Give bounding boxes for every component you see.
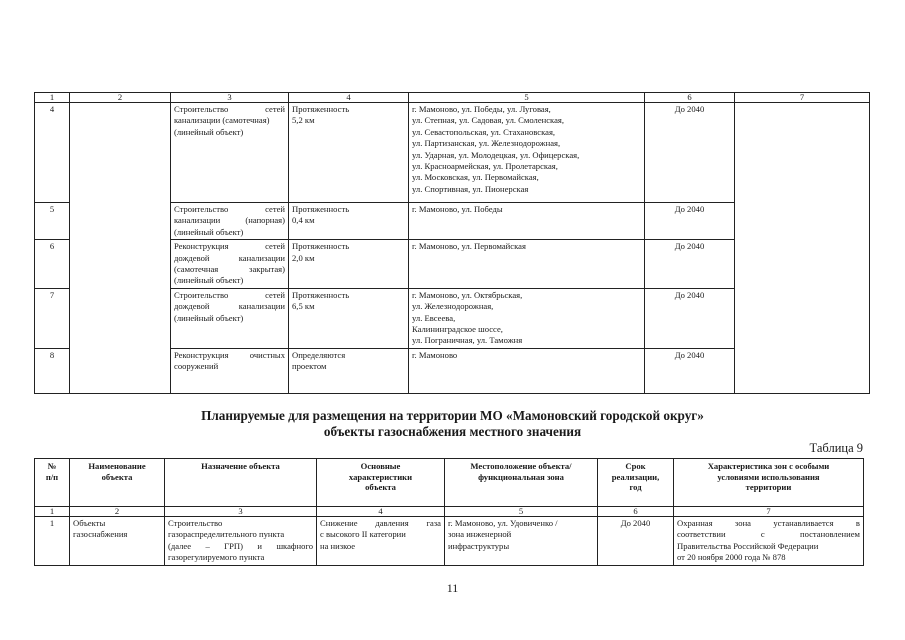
- realization-term: До 2040: [598, 517, 674, 566]
- object-location: г. Мамоново, ул. Октябрьская, ул. Железнодорожная, ул. Евсеева, Калининградское шоссе, ул. Пограничная, ул. Таможня: [409, 288, 645, 348]
- row-number: 8: [35, 348, 70, 393]
- col-number: 4: [289, 93, 409, 103]
- object-location: г. Мамоново: [409, 348, 645, 393]
- row-number: 1: [35, 517, 70, 566]
- zones-characteristics: Охранная зона устанавливается в соответствии с постановлением Правительства Российской Федерации от 20 ноября 2000 года № 878: [674, 517, 864, 566]
- table-label: Таблица 9: [809, 441, 863, 455]
- header-row: [35, 459, 864, 507]
- col-number: 1: [35, 507, 70, 517]
- table-row: [35, 517, 864, 566]
- header-characteristics: Основные характеристики объекта: [317, 459, 445, 507]
- object-name: Реконструкция очистных сооружений: [171, 348, 289, 393]
- col-number: 4: [317, 507, 445, 517]
- col-number: 6: [645, 93, 735, 103]
- header-zones: Характеристика зон с особыми условиями использования территории: [674, 459, 864, 507]
- column-number-row: [35, 93, 870, 103]
- section-title-line-2: объекты газоснабжения местного значения: [323, 424, 582, 439]
- row-number: 4: [35, 103, 70, 203]
- object-characteristics: Протяженность 6,5 км: [289, 288, 409, 348]
- object-location: г. Мамоново, ул. Победы, ул. Луговая, ул. Степная, ул. Садовая, ул. Смоленская, ул. Севастопольская, ул. Стахановская, ул. Партизанская, ул. Железнодорожная, ул. Ударная, ул. Молодецкая, ул. Офицерская, ул. Красноармейская, ул. Пролетарская, ул. Московская, ул. Первомайская, ул. Спортивная, ул. Пионерская: [409, 103, 645, 203]
- realization-term: До 2040: [645, 348, 735, 393]
- header-name: Наименование объекта: [70, 459, 165, 507]
- header-purpose: Назначение объекта: [165, 459, 317, 507]
- object-name: Строительство сетей канализации (самотечная) (линейный объект): [171, 103, 289, 203]
- object-location: г. Мамоново, ул. Первомайская: [409, 240, 645, 289]
- col-number: 1: [35, 93, 70, 103]
- col-number: 3: [171, 93, 289, 103]
- col-number: 7: [674, 507, 864, 517]
- section-title-line-1: Планируемые для размещения на территории МО «Мамоновский городской округ»: [201, 408, 704, 423]
- row-number: 6: [35, 240, 70, 289]
- object-location: г. Мамоново, ул. Удовиченко / зона инженерной инфраструктуры: [445, 517, 598, 566]
- gas-supply-table: [34, 458, 864, 566]
- page-number: 11: [446, 581, 459, 595]
- merged-zones-cell: [735, 103, 870, 394]
- col-number: 5: [445, 507, 598, 517]
- sewerage-table: [34, 92, 870, 394]
- header-num: № п/п: [35, 459, 70, 507]
- object-purpose: Строительство газораспределительного пункта (далее – ГРП) и шкафного газорегулируемого пункта: [165, 517, 317, 566]
- object-name: Строительство сетей дождевой канализации (линейный объект): [171, 288, 289, 348]
- object-location: г. Мамоново, ул. Победы: [409, 203, 645, 240]
- realization-term: До 2040: [645, 103, 735, 203]
- table-row: [35, 103, 870, 203]
- object-characteristics: Протяженность 0,4 км: [289, 203, 409, 240]
- row-number: 5: [35, 203, 70, 240]
- object-name: Реконструкция сетей дождевой канализации (самотечная закрытая) (линейный объект): [171, 240, 289, 289]
- header-term: Срок реализации, год: [598, 459, 674, 507]
- header-location: Местоположение объекта/ функциональная зона: [445, 459, 598, 507]
- realization-term: До 2040: [645, 203, 735, 240]
- object-characteristics: Протяженность 5,2 км: [289, 103, 409, 203]
- merged-name-cell: [70, 103, 171, 394]
- object-name: Объекты газоснабжения: [70, 517, 165, 566]
- col-number: 2: [70, 93, 171, 103]
- row-number: 7: [35, 288, 70, 348]
- object-characteristics: Снижение давления газа с высокого II категории на низкое: [317, 517, 445, 566]
- column-number-row: [35, 507, 864, 517]
- object-characteristics: Определяются проектом: [289, 348, 409, 393]
- object-name: Строительство сетей канализации (напорная) (линейный объект): [171, 203, 289, 240]
- realization-term: До 2040: [645, 240, 735, 289]
- col-number: 3: [165, 507, 317, 517]
- col-number: 2: [70, 507, 165, 517]
- col-number: 6: [598, 507, 674, 517]
- col-number: 7: [735, 93, 870, 103]
- object-characteristics: Протяженность 2,0 км: [289, 240, 409, 289]
- realization-term: До 2040: [645, 288, 735, 348]
- col-number: 5: [409, 93, 645, 103]
